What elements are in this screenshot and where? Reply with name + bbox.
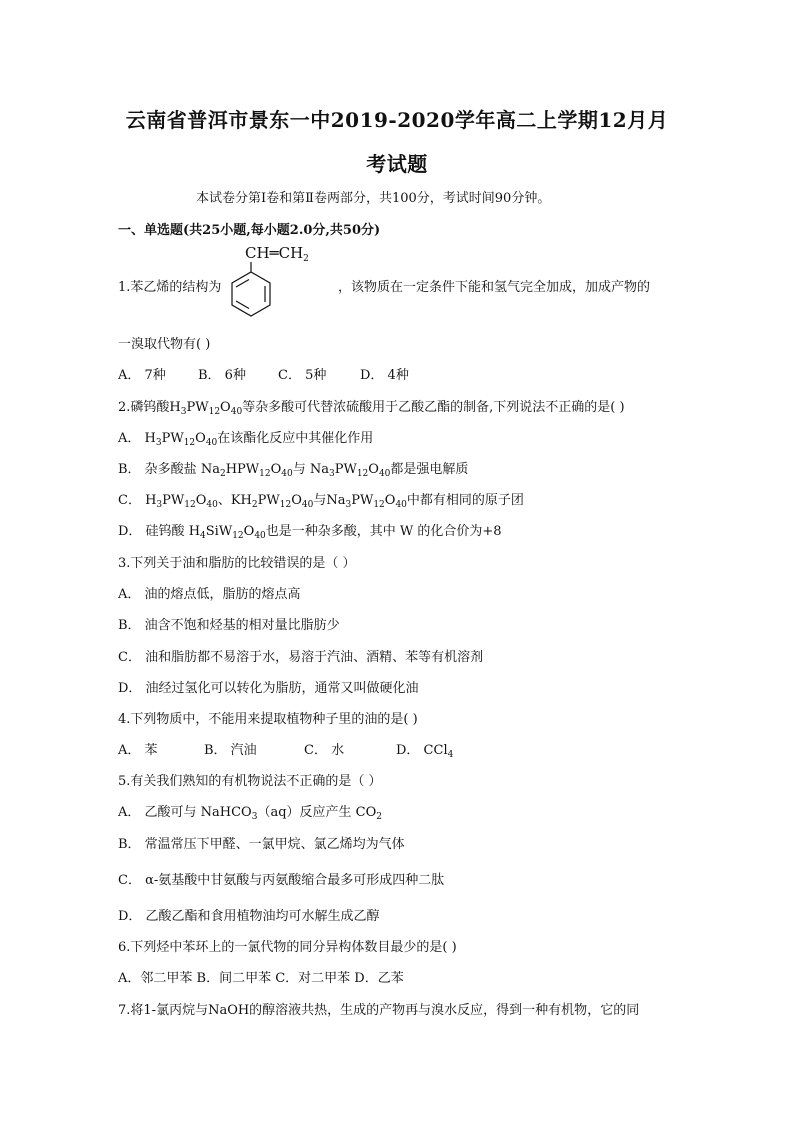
q5-option-c: C． α-氨基酸中甘氨酸与丙氨酸缩合最多可形成四种二肽 — [118, 873, 445, 888]
q6-stem: 6.下列烃中苯环上的一氯代物的同分异构体数目最少的是( ) — [118, 940, 457, 955]
exam-intro: 本试卷分第Ⅰ卷和第Ⅱ卷两部分，共100分，考试时间90分钟。 — [196, 191, 551, 206]
q5-option-a: A． 乙酸可与 NaHCO$_3$（aq）反应产生 $CO_2$ — [118, 805, 383, 822]
exam-title-line1: 云南省普洱市景东一中2019-2020学年高二上学期12月月 — [125, 108, 669, 132]
q4-option-c: C． 水 — [304, 743, 345, 758]
q5-stem: 5.有关我们熟知的有机物说法不正确的是（ ） — [118, 774, 382, 789]
exam-title-line2: 考试题 — [366, 152, 428, 176]
styrene-formula-label: $CH═CH_2$ — [245, 244, 309, 264]
q4-option-d: D． CCl$_4$ — [396, 743, 454, 760]
q3-option-d: D． 油经过氢化可以转化为脂肪，通常又叫做硬化油 — [118, 681, 419, 696]
q7-stem: 7.将1-氯丙烷与NaOH的醇溶液共热，生成的产物再与溴水反应，得到一种有机物，它的同 — [118, 1003, 640, 1018]
benzene-ring-icon — [228, 262, 274, 324]
q1-continuation: 一溴取代物有( ) — [118, 337, 211, 352]
q5-option-b: B． 常温常压下甲醛、一氯甲烷、氯乙烯均为气体 — [118, 837, 405, 852]
q4-stem: 4.下列物质中，不能用来提取植物种子里的油的是( ) — [118, 712, 418, 727]
q1-option-d: D． 4种 — [360, 368, 409, 383]
q4-option-b: B． 汽油 — [204, 743, 257, 758]
q1-option-c: C． 5种 — [278, 368, 327, 383]
q1-option-a: A． 7种 — [118, 368, 166, 383]
q2-option-a: A． $H_3PW_{12}O_{40}$在该酯化反应中其催化作用 — [118, 431, 374, 448]
q1-option-b: B． 6种 — [198, 368, 246, 383]
q3-option-a: A． 油的熔点低，脂肪的熔点高 — [118, 587, 301, 602]
q3-stem: 3.下列关于油和脂肪的比较错误的是（ ） — [118, 556, 356, 571]
q2-option-c: C． $H_3PW_{12}O_{40}$、$KH_2PW_{12}O_{40}$与$Na_3PW_{12}O_{40}$中都有相同的原子团 — [118, 493, 524, 510]
q3-option-b: B． 油含不饱和烃基的相对量比脂肪少 — [118, 618, 340, 633]
q2-stem: 2.磷钨酸$H_3PW_{12}O_{40}$等杂多酸可代替浓硫酸用于乙酸乙酯的制备,下列说法不正确的是( ) — [118, 400, 625, 417]
q2-option-b: B． 杂多酸盐 $Na_2HPW_{12}O_{40}$与 $Na_3PW_{12}O_{40}$都是强电解质 — [118, 462, 469, 479]
q6-options: A．邻二甲苯 B．间二甲苯 C．对二甲苯 D．乙苯 — [118, 971, 404, 986]
q1-suffix: ，该物质在一定条件下能和氢气完全加成，加成产物的 — [338, 280, 651, 295]
q4-option-a: A． 苯 — [118, 743, 158, 758]
q1-prefix: 1.苯乙烯的结构为 — [118, 280, 222, 295]
section-heading: 一、单选题(共25小题,每小题2.0分,共50分) — [118, 223, 381, 238]
q1-options — [118, 364, 409, 383]
q4-options — [118, 739, 453, 760]
q5-option-d: D． 乙酸乙酯和食用植物油均可水解生成乙醇 — [118, 909, 380, 924]
q2-option-d: D． 硅钨酸 $H_4SiW_{12}O_{40}$也是一种杂多酸，其中 W 的化合价为+8 — [118, 524, 502, 541]
q3-option-c: C． 油和脂肪都不易溶于水，易溶于汽油、酒精、苯等有机溶剂 — [118, 650, 484, 665]
